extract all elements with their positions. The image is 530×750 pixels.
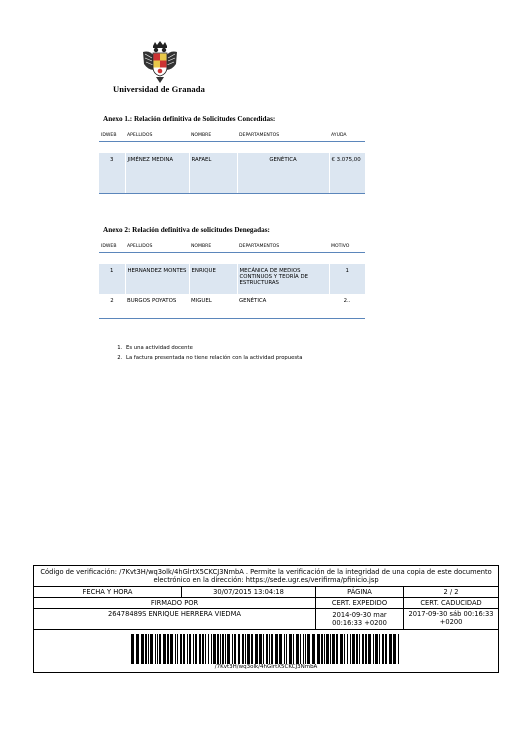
pagina-value: 2 / 2: [404, 587, 499, 598]
header-ayuda: AYUDA: [329, 129, 365, 142]
university-crest-logo: [140, 40, 180, 84]
cell-departamento: MECÁNICA DE MEDIOS CONTINUOS Y TEORÍA DE ESTRUCTURAS: [237, 264, 329, 294]
cell-apellidos: BURGOS POYATOS: [125, 294, 189, 319]
header-nombre: NOMBRE: [189, 240, 237, 253]
table-header-row: [99, 129, 365, 142]
cell-motivo: 2..: [329, 294, 365, 319]
annex2-title: Anexo 2: Relación definitiva de solicitudes Denegadas:: [103, 226, 270, 234]
firmado-label: FIRMADO POR: [34, 598, 316, 609]
cell-nombre: RAFAEL: [189, 153, 237, 194]
annex2-table: [99, 240, 365, 319]
header-motivo: MOTIVO: [329, 240, 365, 253]
cell-nombre: ENRIQUE: [189, 264, 237, 294]
header-apellidos: APELLIDOS: [125, 240, 189, 253]
motivo-notes-list: [112, 345, 303, 364]
table-row: [99, 294, 365, 319]
list-item: 2. La factura presentada no tiene relación con la actividad propuesta: [124, 355, 303, 361]
fecha-value: 30/07/2015 13:04:18: [182, 587, 316, 598]
cell-idweb: 3: [99, 153, 125, 194]
expedido-value: 2014-09-30 mar 00:16:33 +0200: [316, 609, 404, 630]
cell-apellidos: JIMÉNEZ MEDINA: [125, 153, 189, 194]
cell-apellidos: HERNANDEZ MONTES: [125, 264, 189, 294]
firmante-name: 26478489S ENRIQUE HERRERA VIEDMA: [34, 609, 316, 630]
cell-nombre: MIGUEL: [189, 294, 237, 319]
table-row: [99, 264, 365, 294]
header-nombre: NOMBRE: [189, 129, 237, 142]
barcode-text: /7Kvt3H/wq3olk/4hGlrtX5CKCJ3NmbA: [214, 663, 318, 670]
header-apellidos: APELLIDOS: [125, 129, 189, 142]
cell-idweb: 1: [99, 264, 125, 294]
annex1-table: [99, 129, 365, 194]
barcode-cell: [34, 630, 499, 673]
university-name: Universidad de Granada: [113, 84, 205, 94]
caducidad-label: CERT. CADUCIDAD: [404, 598, 499, 609]
cell-departamento: GENÉTICA: [237, 294, 329, 319]
table-header-row: [99, 240, 365, 253]
header-departamentos: DEPARTAMENTOS: [237, 240, 329, 253]
fecha-label: FECHA Y HORA: [34, 587, 182, 598]
annex1-title: Anexo 1.: Relación definitiva de Solicitudes Concedidas:: [103, 115, 276, 123]
header-departamentos: DEPARTAMENTOS: [237, 129, 329, 142]
header-idweb: IDWEB: [99, 129, 125, 142]
cell-departamento: GENÉTICA: [237, 153, 329, 194]
caducidad-value: 2017-09-30 sáb 00:16:33 +0200: [404, 609, 499, 630]
table-row: [99, 153, 365, 194]
pagina-label: PÁGINA: [316, 587, 404, 598]
cell-idweb: 2: [99, 294, 125, 319]
verification-footer: [33, 565, 498, 730]
header-idweb: IDWEB: [99, 240, 125, 253]
barcode-image: [131, 634, 401, 664]
cell-ayuda: € 3.075,00: [329, 153, 365, 194]
expedido-label: CERT. EXPEDIDO: [316, 598, 404, 609]
cell-motivo: 1: [329, 264, 365, 294]
list-item: 1. Es una actividad docente: [124, 345, 303, 351]
verification-code-text: Código de verificación: /7Kvt3H/wq3olk/4hGlrtX5CKCJ3NmbA . Permite la verificación de la integridad de una copia de este documento electrónico en la dirección: https://sede.ugr.es/verifirma/pfinicio.jsp: [34, 566, 499, 587]
